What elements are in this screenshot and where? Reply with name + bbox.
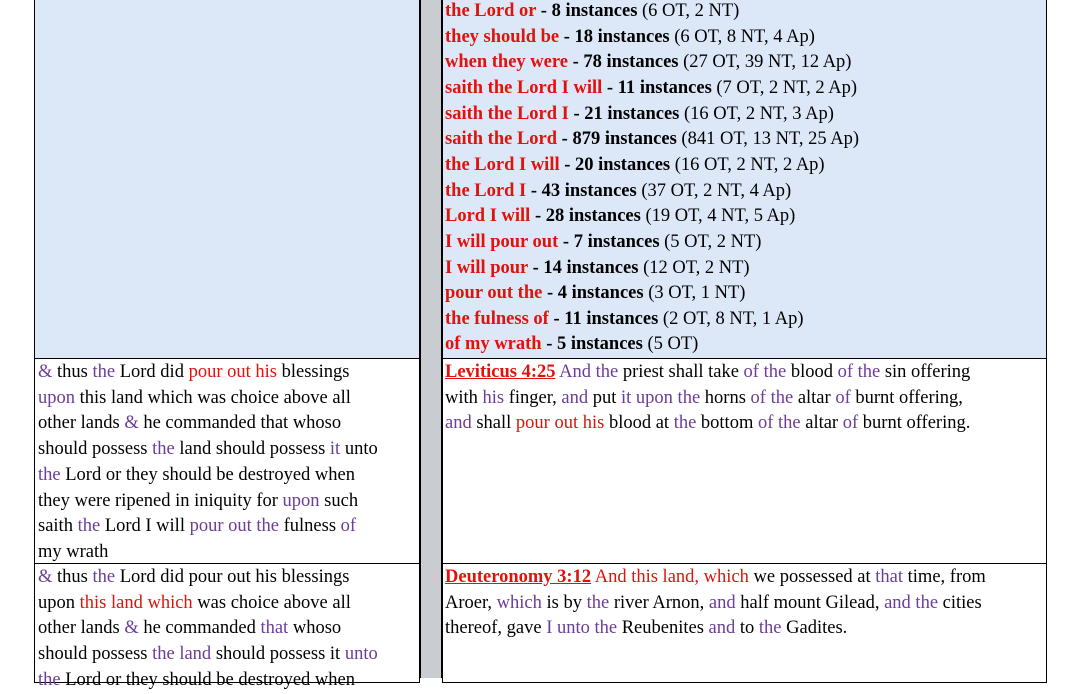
text-segment: and [561,387,589,408]
separator-dash: - [558,231,574,252]
text-line [445,386,970,412]
instances-label: instances [600,129,677,150]
text-line [38,540,378,566]
text-line [38,642,378,668]
phrase-stat-line [445,1,739,22]
text-segment: half mount Gilead, [735,592,885,613]
separator-dash: - [542,283,558,304]
phrase-stat-line [445,334,698,355]
text-segment: and [445,413,472,434]
phrase-stat-line [445,181,791,202]
instances-label: instances [564,206,641,227]
instance-count: 11 [564,308,582,329]
text-segment: blood at [604,413,674,434]
instances-label: instances [581,308,659,329]
text-segment: bottom [696,413,758,434]
testament-breakdown: (27 OT, 39 NT, 12 Ap) [683,52,852,73]
text-line [38,489,378,515]
text-segment: priest shall take [618,362,744,382]
text-segment: which [496,592,542,613]
verse-cell-row1-left [34,0,420,359]
separator-dash: - [559,154,576,175]
text-segment: thus [57,567,93,587]
phrase-stat-line [445,206,795,227]
phrase-text: the Lord I will [445,154,560,175]
text-segment: and [708,618,736,639]
testament-breakdown: (7 OT, 2 NT, 2 Ap) [716,77,858,98]
phrase-text: saith the Lord I will [445,77,603,98]
scripture-reference[interactable]: Deuteronomy 3:12 [445,567,592,587]
text-line [38,411,378,437]
text-segment: to [735,618,759,639]
text-segment: was choice above all [192,592,351,613]
phrase-text: the Lord I [445,180,527,201]
text-line [38,668,378,694]
testament-breakdown: (16 OT, 2 NT, 2 Ap) [674,154,825,175]
text-segment: sin offering [880,362,971,382]
text-segment: of [842,413,859,434]
instances-label: instances [561,257,639,278]
instance-count: 20 [575,154,594,175]
text-segment: time, from [903,567,986,587]
text-segment: pour out his [515,413,605,434]
text-segment: shall [471,413,516,434]
text-segment: altar [793,387,836,408]
text-line [445,360,970,386]
testament-breakdown: (2 OT, 8 NT, 1 Ap) [662,308,804,329]
text-segment: other lands [38,413,125,434]
text-segment: that [875,567,904,587]
text-segment: his [482,387,505,408]
text-segment: of [340,516,357,537]
text-segment: Lord or they should be destroyed when [60,464,356,485]
text-segment: should possess it [211,644,345,665]
phrase-stat-line [445,129,859,150]
column-gutter [420,0,442,678]
row1-source-text [38,360,378,566]
text-segment: Reubenites [617,618,709,639]
text-segment: land should possess [174,439,330,460]
text-segment: burnt offering, [850,387,963,408]
separator-dash: - [559,26,575,47]
text-segment: my wrath [38,541,109,562]
text-segment: should possess [38,439,153,460]
text-segment: the land [152,644,212,665]
text-segment: and [708,592,736,613]
phrase-text: I will pour [445,257,528,278]
text-segment: Lord I will [100,516,190,537]
phrase-stat-line [445,52,851,73]
instance-count: 28 [545,206,565,227]
instance-count: 5 [557,334,567,355]
text-line [38,437,378,463]
text-segment: pour out his [188,362,277,382]
text-segment: the [595,362,619,382]
testament-breakdown: (6 OT, 2 NT) [642,1,740,21]
text-segment: of the [750,387,794,408]
text-line [445,616,986,642]
phrase-text: the fulness of [445,308,549,329]
testament-breakdown: (12 OT, 2 NT) [643,257,750,278]
text-line [38,386,378,412]
text-segment: with [445,387,483,408]
text-segment: upon [282,490,320,511]
text-segment: Lord or they should be destroyed when [60,669,356,690]
instance-count: 18 [574,26,594,47]
phrase-stat-line [445,27,815,48]
phrase-stat-line [445,283,745,304]
instance-count: 43 [541,180,561,201]
testament-breakdown: (37 OT, 2 NT, 4 Ap) [641,180,792,201]
text-segment: should possess [38,644,153,665]
text-segment: of [835,387,851,408]
text-line [38,360,378,386]
text-segment: thereof, gave [445,618,547,639]
testament-breakdown: (16 OT, 2 NT, 3 Ap) [684,103,834,124]
instances-label: instances [602,103,680,124]
text-segment: pour out the [189,516,279,537]
text-segment: thus [57,362,93,382]
separator-dash: - [527,257,544,278]
text-segment: Lord did pour out his blessings [119,567,350,587]
text-segment: and the [884,592,939,613]
text-segment: of the [743,362,787,382]
text-segment: And this land, which [594,567,749,587]
phrase-stat-line [445,232,761,253]
text-segment: this land which [79,592,193,613]
separator-dash: - [568,103,585,124]
text-segment: the [586,592,610,613]
text-segment: of the [837,362,881,382]
text-segment: the [758,618,782,639]
text-segment: cities [938,592,982,613]
separator-dash: - [530,206,546,227]
text-line [38,616,378,642]
testament-breakdown: (841 OT, 13 NT, 25 Ap) [681,129,860,150]
text-segment: I unto the [546,618,618,639]
row2-source-text [38,565,378,694]
instances-label: instances [593,154,671,175]
text-segment: it [329,439,341,460]
instance-count: 14 [543,257,562,278]
text-segment: & [38,567,58,587]
phrase-text: of my wrath [445,334,542,355]
instances-label: instances [593,26,670,47]
row1-scripture-text [445,360,970,437]
separator-dash: - [526,180,542,201]
phrase-stat-line [445,155,825,176]
text-segment: we possessed at [748,567,876,587]
phrase-text: Lord I will [445,206,531,227]
instance-count: 4 [557,283,567,304]
text-segment: upon [38,387,75,408]
text-line [38,514,378,540]
text-segment: Aroer, [445,592,497,613]
instance-count: 21 [584,103,603,124]
phrase-stat-line [445,104,834,125]
text-segment: river Arnon, [609,592,709,613]
text-line [445,565,986,591]
phrase-text: saith the Lord I [445,103,569,124]
phrase-text: pour out the [445,283,543,304]
text-segment: is by [541,592,587,613]
text-segment: they were ripened in iniquity for [38,490,283,511]
text-segment: that [260,618,289,639]
separator-dash: - [602,77,618,98]
row2-scripture-text [445,565,986,642]
text-segment: & [124,413,139,434]
text-segment: altar [800,413,843,434]
text-line [38,463,378,489]
text-segment: Lord did [119,362,189,382]
separator-dash: - [567,52,584,73]
phrase-stat-line [445,258,750,279]
testament-breakdown: (5 OT) [647,334,699,355]
text-segment: horns [700,387,751,408]
phrase-text: I will pour out [445,231,559,252]
phrase-text: the Lord or [445,1,537,21]
phrase-text: saith the Lord [445,129,558,150]
text-segment: finger, [504,387,562,408]
phrase-stat-line [445,309,804,330]
instance-count: 11 [617,77,636,98]
text-segment: the [152,439,175,460]
instances-label: instances [567,283,644,304]
scripture-reference[interactable]: Leviticus 4:25 [445,362,556,382]
text-segment: the [38,669,61,690]
instance-count: 879 [572,129,601,150]
instances-label: instances [560,180,637,201]
text-segment: whoso [288,618,342,639]
text-segment: this land which was choice above all [75,387,351,408]
text-segment: it upon the [621,387,701,408]
text-segment: the [92,567,120,587]
instances-label: instances [566,334,643,355]
instances-label: instances [635,77,712,98]
text-segment: put [588,387,622,408]
instance-count: 8 [551,1,561,21]
testament-breakdown: (19 OT, 4 NT, 5 Ap) [645,206,796,227]
text-segment: the [77,516,101,537]
instance-count: 78 [583,52,602,73]
text-segment: fulness [279,516,341,537]
testament-breakdown: (3 OT, 1 NT) [648,283,746,304]
testament-breakdown: (5 OT, 2 NT) [664,231,762,252]
text-line [445,591,986,617]
phrase-text: they should be [445,26,560,47]
text-line [38,565,378,591]
instances-label: instances [560,1,638,21]
text-line [38,591,378,617]
text-segment: unto [344,644,378,665]
phrase-text: when they were [445,52,568,73]
text-segment: he commanded that whoso [138,413,342,434]
text-segment: & [124,618,139,639]
text-segment: And [555,362,596,382]
instances-label: instances [601,52,679,73]
text-segment: other lands [38,618,125,639]
text-segment: he commanded [138,618,261,639]
text-segment: blessings [276,362,350,382]
separator-dash: - [557,129,573,150]
text-segment: burnt offering. [858,413,971,434]
phrase-stat-line [445,78,857,99]
text-segment: the [38,464,61,485]
text-segment: the [92,362,120,382]
text-segment: & [38,362,58,382]
instance-count: 7 [573,231,583,252]
separator-dash: - [536,1,552,21]
text-segment: the [673,413,697,434]
text-segment: blood [786,362,838,382]
text-segment: upon [38,592,80,613]
text-segment: saith [38,516,78,537]
separator-dash: - [548,308,565,329]
text-segment: Gadites. [781,618,848,639]
text-segment: of the [757,413,801,434]
text-segment: unto [340,439,378,460]
text-line [445,411,970,437]
text-segment: such [319,490,359,511]
separator-dash: - [541,334,558,355]
instances-label: instances [582,231,660,252]
testament-breakdown: (6 OT, 8 NT, 4 Ap) [674,26,815,47]
